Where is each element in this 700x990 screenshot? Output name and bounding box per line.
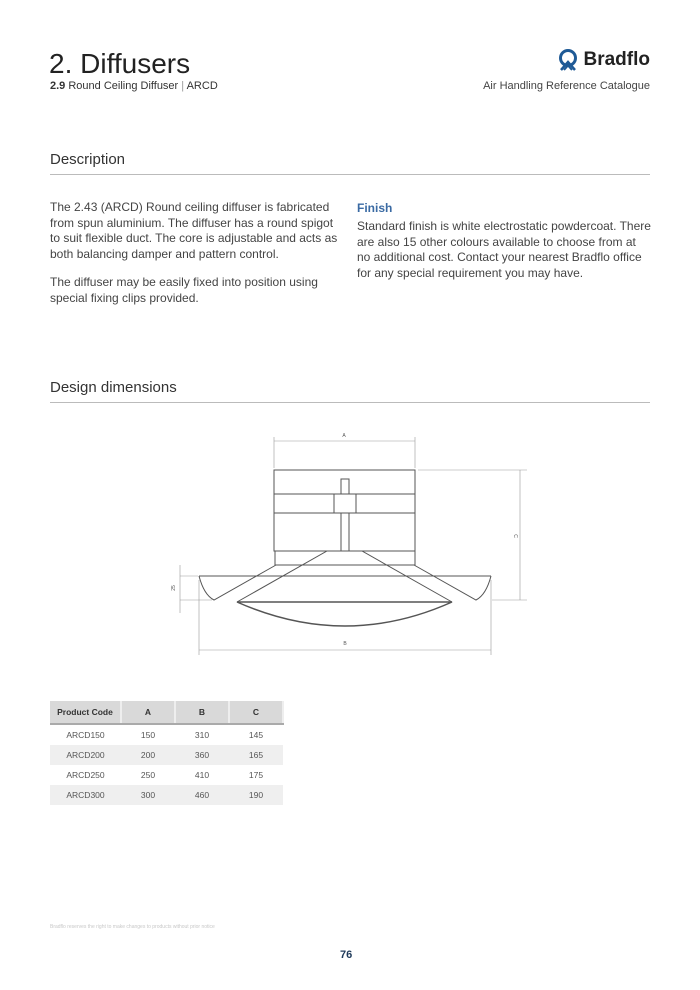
column-header-c: C xyxy=(229,701,283,724)
cell: 250 xyxy=(140,770,156,780)
dimensions-table xyxy=(50,701,284,805)
cell: ARCD150 xyxy=(66,730,105,740)
dimension-label-c: C xyxy=(512,534,518,538)
table-row xyxy=(50,724,283,745)
page-number: 76 xyxy=(340,949,353,961)
catalogue-name: Air Handling Reference Catalogue xyxy=(483,80,650,92)
cell: 460 xyxy=(175,785,229,805)
dimension-label-a: A xyxy=(342,433,346,439)
dimension-label-b: B xyxy=(343,641,347,647)
footer-disclaimer: Bradflo reserves the right to make changes to products without prior notice xyxy=(50,924,215,930)
description-paragraph-1: The 2.43 (ARCD) Round ceiling diffuser is fabricated from spun aluminium. The diffuser has a round spigot to suit flexible duct. The core is adjustable and acts as both balancing damper and pattern control. xyxy=(50,200,338,261)
cell: 310 xyxy=(194,730,210,740)
column-header-a: A xyxy=(121,701,175,724)
cell: 410 xyxy=(194,770,210,780)
cell: 175 xyxy=(248,770,264,780)
dimension-label-height: 25 xyxy=(171,585,177,591)
cell: 190 xyxy=(229,785,283,805)
column-header-b: B xyxy=(175,701,229,724)
section-name: Round Ceiling Diffuser xyxy=(68,80,179,92)
diffuser-body xyxy=(199,470,491,626)
product-code: ARCD xyxy=(186,80,218,92)
finish-heading: Finish xyxy=(357,201,393,215)
cell: 165 xyxy=(229,745,283,765)
cell: 145 xyxy=(248,730,264,740)
brand-name: Bradflo xyxy=(583,49,650,70)
description-heading: Description xyxy=(50,151,650,175)
cell: ARCD250 xyxy=(66,770,105,780)
finish-text: Standard finish is white electrostatic powdercoat. There are also 15 other colours available to choose from at no additional cost. Contact your nearest Bradflo office for any special requirement you may have. xyxy=(357,219,651,280)
table-row xyxy=(50,765,283,785)
page-title: 2. Diffusers xyxy=(49,48,191,79)
design-dimensions-heading: Design dimensions xyxy=(50,379,650,403)
cell: 150 xyxy=(140,730,156,740)
cell: 360 xyxy=(175,745,229,765)
description-paragraph-2: The diffuser may be easily fixed into position using special fixing clips provided. xyxy=(50,275,318,305)
table-row xyxy=(50,745,283,765)
column-header-product-code: Product Code xyxy=(50,701,121,724)
cell: ARCD300 xyxy=(50,785,121,805)
section-number: 2.9 xyxy=(50,80,66,92)
separator: | xyxy=(181,80,185,92)
cell: 200 xyxy=(121,745,175,765)
cell: ARCD200 xyxy=(50,745,121,765)
cell: 300 xyxy=(121,785,175,805)
table-row xyxy=(50,785,283,805)
